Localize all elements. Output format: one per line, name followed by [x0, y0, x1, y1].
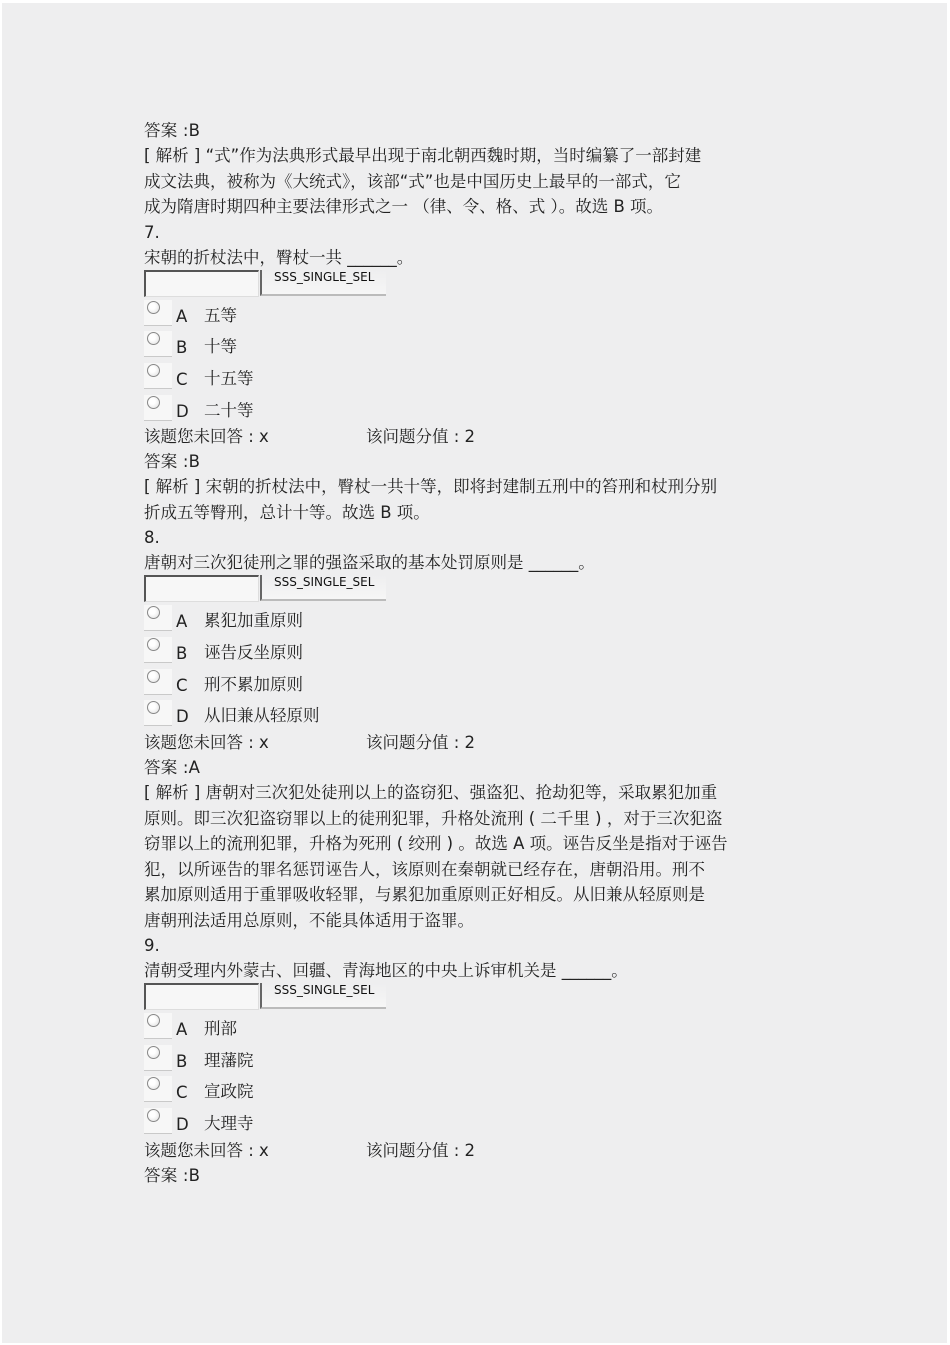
option-letter: A — [176, 306, 188, 326]
option-b[interactable] — [144, 635, 804, 667]
answer-status — [144, 424, 804, 449]
option-text: 刑部 — [204, 1019, 237, 1038]
option-b[interactable] — [144, 329, 804, 361]
radio-button[interactable] — [144, 1013, 172, 1039]
option-letter: B — [176, 1051, 188, 1071]
explanation-line: [ 解析 ] 宋朝的折杖法中，臀杖一共十等，即将封建制五刑中的笞刑和杖刑分别 — [144, 477, 718, 497]
option-letter: D — [176, 401, 189, 421]
radio-button[interactable] — [144, 395, 172, 421]
select-type-tag: SSS_SINGLE_SEL — [260, 270, 386, 296]
option-text: 二十等 — [204, 400, 254, 420]
explanation-line: 折成五等臀刑，总计十等。故选 B 项。 — [144, 502, 430, 522]
question-7 — [144, 220, 804, 526]
option-text: 从旧兼从轻原则 — [204, 706, 320, 726]
option-letter: D — [176, 1115, 189, 1135]
explanation-line: [ 解析 ] “式”作为法典形式最早出现于南北朝西魏时期，当时编纂了一部封建 — [144, 146, 702, 165]
option-text: 十五等 — [204, 368, 254, 388]
question-8 — [144, 525, 804, 933]
question-number: 7. — [144, 222, 160, 242]
select-type-tag: SSS_SINGLE_SEL — [260, 575, 386, 601]
option-letter: C — [176, 1083, 188, 1103]
radio-button[interactable] — [144, 331, 172, 357]
explanation-line: 原则。即三次犯盗窃罪以上的徒刑犯罪，升格处流刑 ( 二千里 ) ，对于三次犯盗 — [144, 808, 723, 828]
option-letter: C — [176, 675, 188, 695]
explanation-line: 唐朝刑法适用总原则，不能具体适用于盗罪。 — [144, 910, 474, 930]
radio-circle-icon — [147, 701, 160, 714]
option-text: 十等 — [204, 337, 237, 357]
radio-circle-icon — [147, 364, 160, 377]
option-letter: B — [176, 338, 188, 358]
radio-button[interactable] — [144, 637, 172, 663]
radio-circle-icon — [147, 301, 160, 314]
explanation-line: 窃罪以上的流刑犯罪，升格为死刑 ( 绞刑 ) 。故选 A 项。诬告反坐是指对于诬告 — [144, 834, 728, 853]
radio-button[interactable] — [144, 363, 172, 389]
answer-line: 答案 :B — [144, 452, 201, 472]
option-letter: A — [176, 1020, 188, 1039]
option-a[interactable] — [144, 298, 804, 330]
radio-circle-icon — [147, 1046, 160, 1059]
answer-line: 答案 :B — [144, 121, 201, 140]
single-select-widget — [144, 983, 384, 1011]
radio-circle-icon — [147, 1109, 160, 1122]
radio-circle-icon — [147, 332, 160, 345]
option-d[interactable] — [144, 1106, 804, 1138]
option-text: 五等 — [204, 305, 237, 325]
radio-circle-icon — [147, 1014, 160, 1027]
radio-button[interactable] — [144, 669, 172, 695]
radio-circle-icon — [147, 396, 160, 409]
option-text: 大理寺 — [204, 1114, 254, 1134]
radio-circle-icon — [147, 670, 160, 683]
question-text: 清朝受理内外蒙古、回疆、青海地区的中央上诉审机关是 ______。 — [144, 961, 628, 980]
answer-status — [144, 1138, 804, 1163]
radio-button[interactable] — [144, 700, 172, 726]
radio-button[interactable] — [144, 1045, 172, 1071]
single-select-widget — [144, 270, 384, 298]
question-list — [144, 118, 804, 1188]
radio-button[interactable] — [144, 605, 172, 631]
option-a[interactable] — [144, 1011, 804, 1043]
answer-status — [144, 730, 804, 755]
question-score: 该问题分值 : 2 — [366, 427, 476, 447]
question-number: 9. — [144, 936, 160, 955]
answer-input[interactable] — [144, 575, 259, 602]
answer-line: 答案 :B — [144, 1165, 201, 1185]
answer-line: 答案 :A — [144, 758, 201, 777]
previous-question-tail — [144, 118, 804, 220]
explanation-line: 成文法典，被称为《大统式》，该部“式”也是中国历史上最早的一部式，它 — [144, 171, 681, 191]
question-text: 唐朝对三次犯徒刑之罪的强盗采取的基本处罚原则是 ______。 — [144, 553, 595, 573]
option-b[interactable] — [144, 1043, 804, 1075]
option-text: 累犯加重原则 — [204, 611, 303, 631]
question-9 — [144, 933, 804, 1188]
option-d[interactable] — [144, 393, 804, 425]
question-score: 该问题分值 : 2 — [366, 1140, 476, 1160]
unanswered-status: 该题您未回答 : x — [144, 427, 269, 447]
option-c[interactable] — [144, 361, 804, 393]
option-text: 宣政院 — [204, 1082, 254, 1102]
option-text: 理藩院 — [204, 1050, 254, 1070]
radio-button[interactable] — [144, 1076, 172, 1102]
option-letter: A — [176, 612, 188, 632]
select-type-tag: SSS_SINGLE_SEL — [260, 983, 386, 1009]
single-select-widget — [144, 575, 384, 603]
radio-circle-icon — [147, 606, 160, 619]
explanation-line: 犯，以所诬告的罪名惩罚诬告人，该原则在秦朝就已经存在，唐朝沿用。刑不 — [144, 859, 705, 879]
radio-button[interactable] — [144, 300, 172, 326]
answer-input[interactable] — [144, 983, 259, 1010]
unanswered-status: 该题您未回答 : x — [144, 1140, 269, 1160]
answer-input[interactable] — [144, 270, 259, 297]
option-c[interactable] — [144, 1074, 804, 1106]
explanation-line: [ 解析 ] 唐朝对三次犯处徒刑以上的盗窃犯、强盗犯、抢劫犯等，采取累犯加重 — [144, 783, 718, 802]
explanation-line: 累加原则适用于重罪吸收轻罪，与累犯加重原则正好相反。从旧兼从轻原则是 — [144, 885, 705, 904]
radio-button[interactable] — [144, 1108, 172, 1134]
explanation-line: 成为隋唐时期四种主要法律形式之一 （律、令、格、式 ）。故选 B 项。 — [144, 197, 664, 216]
question-text: 宋朝的折杖法中，臀杖一共 ______。 — [144, 247, 414, 267]
unanswered-status: 该题您未回答 : x — [144, 733, 269, 752]
question-score: 该问题分值 : 2 — [366, 733, 476, 752]
option-letter: D — [176, 707, 189, 727]
radio-circle-icon — [147, 1077, 160, 1090]
radio-circle-icon — [147, 638, 160, 651]
option-d[interactable] — [144, 698, 804, 730]
option-letter: C — [176, 369, 188, 389]
question-number: 8. — [144, 528, 160, 548]
option-c[interactable] — [144, 667, 804, 699]
option-a[interactable] — [144, 603, 804, 635]
option-text: 刑不累加原则 — [204, 674, 303, 694]
option-text: 诬告反坐原则 — [204, 642, 303, 662]
option-letter: B — [176, 643, 188, 663]
